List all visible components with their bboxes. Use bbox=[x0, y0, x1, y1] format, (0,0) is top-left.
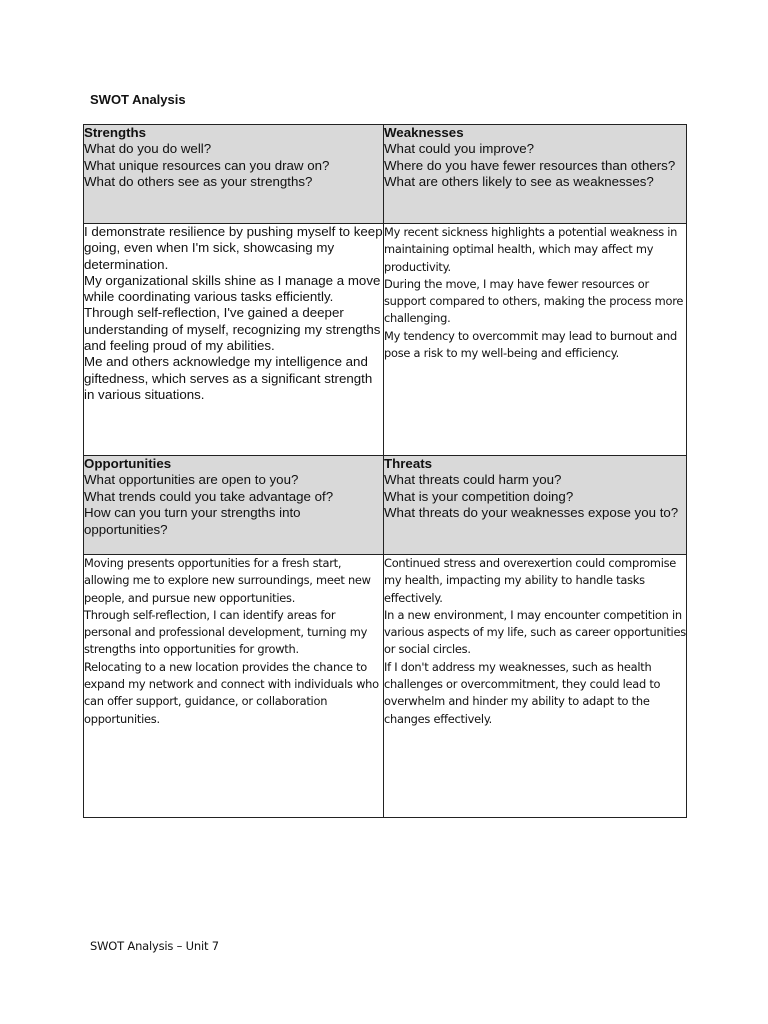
opportunities-answer-cell bbox=[84, 555, 384, 818]
strengths-answer: I demonstrate resilience by pushing myself to keep going, even when I'm sick, showcasing my determination. bbox=[84, 224, 383, 272]
table-row bbox=[84, 555, 687, 818]
page-title: SWOT Analysis bbox=[90, 92, 186, 107]
swot-table bbox=[83, 124, 687, 818]
weaknesses-header-cell bbox=[384, 125, 687, 224]
strengths-question: What do others see as your strengths? bbox=[84, 174, 313, 190]
opportunities-question: What trends could you take advantage of? bbox=[84, 488, 334, 504]
table-row bbox=[84, 224, 687, 456]
opportunities-label: Opportunities bbox=[84, 456, 172, 471]
weaknesses-answer-cell bbox=[384, 224, 687, 456]
opportunities-answer: Moving presents opportunities for a fresh start, allowing me to explore new surroundings, meet new people, and pursue new opportunities. bbox=[84, 556, 371, 605]
threats-answer: If I don't address my weaknesses, such as health challenges or overcommitment, they could lead to overwhelm and hinder my ability to adapt to the changes effectively. bbox=[384, 659, 661, 726]
threats-question: What is your competition doing? bbox=[384, 488, 574, 504]
opportunities-question: What opportunities are open to you? bbox=[84, 472, 299, 488]
weaknesses-label: Weaknesses bbox=[384, 125, 464, 140]
weaknesses-answer: My tendency to overcommit may lead to burnout and pose a risk to my well-being and efficiency. bbox=[384, 328, 677, 361]
weaknesses-question: What could you improve? bbox=[384, 141, 535, 157]
weaknesses-question: Where do you have fewer resources than others? bbox=[384, 157, 676, 173]
threats-label: Threats bbox=[384, 456, 433, 471]
threats-question: What threats do your weaknesses expose you to? bbox=[384, 505, 679, 521]
table-row bbox=[84, 456, 687, 555]
opportunities-answer: Through self-reflection, I can identify areas for personal and professional development, turning my strengths into opportunities for growth. bbox=[84, 607, 368, 657]
strengths-answer: Me and others acknowledge my intelligence and giftedness, which serves as a significant strength in various situations. bbox=[84, 354, 373, 402]
threats-answer: Continued stress and overexertion could compromise my health, impacting my ability to handle tasks effectively. bbox=[384, 556, 677, 605]
strengths-answer: Through self-reflection, I've gained a deeper understanding of myself, recognizing my strengths and feeling proud of my abilities. bbox=[84, 305, 381, 354]
strengths-question: What do you do well? bbox=[84, 141, 212, 157]
threats-answer: In a new environment, I may encounter competition in various aspects of my life, such as career opportunities or social circles. bbox=[384, 607, 686, 657]
page-footer: SWOT Analysis – Unit 7 bbox=[90, 939, 219, 953]
threats-question: What threats could harm you? bbox=[384, 472, 562, 488]
opportunities-question: How can you turn your strengths into opportunities? bbox=[84, 505, 301, 537]
opportunities-header-cell bbox=[84, 456, 384, 555]
strengths-answer-cell bbox=[84, 224, 384, 456]
weaknesses-answer: During the move, I may have fewer resources or support compared to others, making the process more challenging. bbox=[384, 276, 684, 326]
strengths-question: What unique resources can you draw on? bbox=[84, 157, 330, 173]
weaknesses-question: What are others likely to see as weaknesses? bbox=[384, 174, 654, 190]
strengths-header-cell bbox=[84, 125, 384, 224]
weaknesses-answer: My recent sickness highlights a potential weakness in maintaining optimal health, which may affect my productivity. bbox=[384, 225, 678, 274]
threats-answer-cell bbox=[384, 555, 687, 818]
threats-header-cell bbox=[384, 456, 687, 555]
opportunities-answer: Relocating to a new location provides the chance to expand my network and connect with individuals who can offer support, guidance, or collaboration opportunities. bbox=[84, 659, 379, 726]
strengths-label: Strengths bbox=[84, 125, 147, 140]
table-row bbox=[84, 125, 687, 224]
strengths-answer: My organizational skills shine as I manage a move while coordinating various tasks efficiently. bbox=[84, 272, 381, 305]
